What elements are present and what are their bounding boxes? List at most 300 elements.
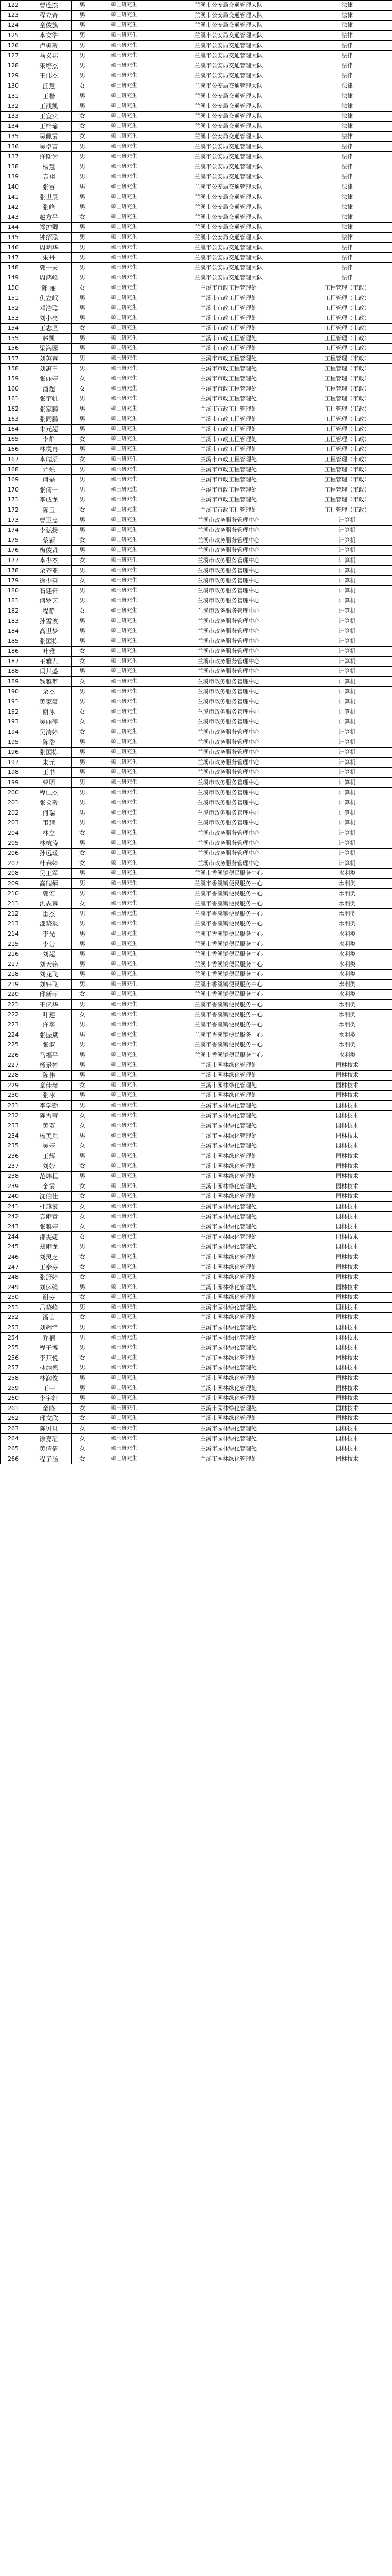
education-cell: 硕士研究生 — [93, 1192, 155, 1202]
position-cell: 工程管理（市政） — [302, 404, 392, 414]
candidate-name-cell: 郑护卿 — [26, 223, 72, 233]
table-row — [1, 1020, 392, 1030]
employer-cell: 兰溪市公安局交通管理大队 — [155, 1, 302, 11]
position-cell: 法律 — [302, 212, 392, 223]
table-row — [1, 878, 392, 889]
row-number-cell: 137 — [1, 151, 26, 162]
candidate-name-cell: 王宜宾 — [26, 111, 72, 122]
row-number-cell: 191 — [1, 697, 26, 707]
position-cell: 法律 — [302, 71, 392, 81]
candidate-name-cell: 赵方平 — [26, 212, 72, 223]
table-row — [1, 1232, 392, 1242]
table-row — [1, 909, 392, 919]
candidate-name-cell: 曹连杰 — [26, 1, 72, 11]
employer-cell: 兰溪市园林绿化管理处 — [155, 1444, 302, 1454]
table-row — [1, 50, 392, 61]
candidate-name-cell: 徐嘉瑶 — [26, 1434, 72, 1444]
candidate-name-cell: 吴清婷 — [26, 727, 72, 737]
education-cell: 硕士研究生 — [93, 434, 155, 445]
table-row — [1, 575, 392, 586]
employer-cell: 兰溪市园林绿化管理处 — [155, 1111, 302, 1121]
table-row — [1, 223, 392, 233]
position-cell: 工程管理（市政） — [302, 293, 392, 303]
employer-cell: 兰溪市公安局交通管理大队 — [155, 202, 302, 212]
candidate-name-cell: 朱元 — [26, 757, 72, 768]
employer-cell: 兰溪市香溪镇便民服务中心 — [155, 1030, 302, 1040]
table-row — [1, 636, 392, 647]
row-number-cell: 124 — [1, 21, 26, 31]
candidate-name-cell: 高瑞炳 — [26, 878, 72, 889]
education-cell: 硕士研究生 — [93, 757, 155, 768]
row-number-cell: 150 — [1, 283, 26, 293]
row-number-cell: 230 — [1, 1091, 26, 1101]
position-cell: 计算机 — [302, 546, 392, 556]
table-row — [1, 970, 392, 980]
position-cell: 园林技术 — [302, 1181, 392, 1192]
gender-cell: 男 — [72, 687, 93, 697]
position-cell: 工程管理（市政） — [302, 333, 392, 344]
table-row — [1, 30, 392, 41]
gender-cell: 男 — [72, 344, 93, 354]
table-row — [1, 505, 392, 515]
employer-cell: 兰溪市园林绿化管理处 — [155, 1343, 302, 1353]
candidate-name-cell: 张舒婷 — [26, 1272, 72, 1282]
employer-cell: 兰溪市市政工程管理处 — [155, 324, 302, 334]
table-row — [1, 252, 392, 263]
education-cell: 硕士研究生 — [93, 1030, 155, 1040]
table-row — [1, 1444, 392, 1454]
education-cell: 硕士研究生 — [93, 1131, 155, 1141]
candidate-name-cell: 刘天铭 — [26, 959, 72, 970]
education-cell: 硕士研究生 — [93, 162, 155, 172]
position-cell: 法律 — [302, 273, 392, 283]
employer-cell: 兰溪市园林绿化管理处 — [155, 1201, 302, 1212]
position-cell: 计算机 — [302, 515, 392, 526]
position-cell: 工程管理（市政） — [302, 344, 392, 354]
row-number-cell: 130 — [1, 81, 26, 91]
employer-cell: 兰溪市政务服务管理中心 — [155, 747, 302, 757]
gender-cell: 男 — [72, 333, 93, 344]
row-number-cell: 142 — [1, 202, 26, 212]
row-number-cell: 207 — [1, 858, 26, 869]
education-cell: 硕士研究生 — [93, 394, 155, 404]
education-cell: 硕士研究生 — [93, 1060, 155, 1071]
education-cell: 硕士研究生 — [93, 727, 155, 737]
candidate-name-cell: 石建轩 — [26, 586, 72, 596]
position-cell: 计算机 — [302, 858, 392, 869]
table-row — [1, 1212, 392, 1222]
employer-cell: 兰溪市园林绿化管理处 — [155, 1192, 302, 1202]
employer-cell: 兰溪市园林绿化管理处 — [155, 1423, 302, 1434]
employer-cell: 兰溪市政务服务管理中心 — [155, 858, 302, 869]
candidate-name-cell: 潘茵 — [26, 1313, 72, 1323]
row-number-cell: 246 — [1, 1252, 26, 1262]
education-cell: 硕士研究生 — [93, 1252, 155, 1262]
table-row — [1, 122, 392, 132]
employer-cell: 兰溪市香溪镇便民服务中心 — [155, 1020, 302, 1030]
table-row — [1, 172, 392, 182]
employer-cell: 兰溪市政务服务管理中心 — [155, 717, 302, 727]
position-cell: 园林技术 — [302, 1454, 392, 1464]
table-row — [1, 1050, 392, 1060]
employer-cell: 兰溪市市政工程管理处 — [155, 445, 302, 455]
row-number-cell: 244 — [1, 1232, 26, 1242]
education-cell: 硕士研究生 — [93, 131, 155, 142]
row-number-cell: 170 — [1, 485, 26, 495]
table-row — [1, 727, 392, 737]
employer-cell: 兰溪市市政工程管理处 — [155, 293, 302, 303]
table-row — [1, 81, 392, 91]
education-cell: 硕士研究生 — [93, 303, 155, 313]
position-cell: 园林技术 — [302, 1080, 392, 1091]
gender-cell: 男 — [72, 596, 93, 606]
row-number-cell: 228 — [1, 1070, 26, 1080]
table-row — [1, 151, 392, 162]
position-cell: 水利类 — [302, 929, 392, 939]
candidate-name-cell: 何磊 — [26, 474, 72, 485]
employer-cell: 兰溪市香溪镇便民服务中心 — [155, 970, 302, 980]
position-cell: 园林技术 — [302, 1222, 392, 1232]
education-cell: 硕士研究生 — [93, 1262, 155, 1273]
table-row — [1, 243, 392, 253]
position-cell: 计算机 — [302, 647, 392, 657]
table-row — [1, 41, 392, 51]
education-cell: 硕士研究生 — [93, 324, 155, 334]
employer-cell: 兰溪市市政工程管理处 — [155, 414, 302, 425]
education-cell: 硕士研究生 — [93, 61, 155, 71]
education-cell: 硕士研究生 — [93, 535, 155, 546]
gender-cell: 男 — [72, 889, 93, 899]
gender-cell: 男 — [72, 465, 93, 475]
gender-cell: 女 — [72, 1232, 93, 1242]
gender-cell: 男 — [72, 485, 93, 495]
position-cell: 工程管理（市政） — [302, 434, 392, 445]
row-number-cell: 126 — [1, 41, 26, 51]
candidate-name-cell: 叶雅 — [26, 647, 72, 657]
gender-cell: 女 — [72, 384, 93, 394]
table-row — [1, 979, 392, 990]
position-cell: 工程管理（市政） — [302, 283, 392, 293]
table-row — [1, 1343, 392, 1353]
education-cell: 硕士研究生 — [93, 445, 155, 455]
position-cell: 计算机 — [302, 667, 392, 677]
employer-cell: 兰溪市市政工程管理处 — [155, 333, 302, 344]
position-cell: 法律 — [302, 232, 392, 243]
position-cell: 园林技术 — [302, 1212, 392, 1222]
row-number-cell: 158 — [1, 364, 26, 374]
position-cell: 园林技术 — [302, 1192, 392, 1202]
position-cell: 工程管理（市政） — [302, 424, 392, 434]
position-cell: 园林技术 — [302, 1313, 392, 1323]
candidate-name-cell: 张国栋 — [26, 636, 72, 647]
gender-cell: 男 — [72, 949, 93, 959]
education-cell: 硕士研究生 — [93, 1091, 155, 1101]
candidate-name-cell: 李瑞瑶 — [26, 454, 72, 465]
education-cell: 硕士研究生 — [93, 808, 155, 818]
gender-cell: 男 — [72, 182, 93, 192]
employer-cell: 兰溪市市政工程管理处 — [155, 313, 302, 324]
candidate-name-cell: 马福平 — [26, 1050, 72, 1060]
gender-cell: 男 — [72, 1020, 93, 1030]
education-cell: 硕士研究生 — [93, 1141, 155, 1151]
candidate-name-cell: 林悦冉 — [26, 445, 72, 455]
education-cell: 硕士研究生 — [93, 313, 155, 324]
candidate-name-cell: 梁海园 — [26, 344, 72, 354]
gender-cell: 男 — [72, 303, 93, 313]
table-row — [1, 858, 392, 869]
row-number-cell: 215 — [1, 939, 26, 950]
row-number-cell: 254 — [1, 1333, 26, 1343]
position-cell: 园林技术 — [302, 1060, 392, 1071]
gender-cell: 女 — [72, 1252, 93, 1262]
table-row — [1, 1111, 392, 1121]
row-number-cell: 218 — [1, 970, 26, 980]
candidate-name-cell: 王宇 — [26, 1383, 72, 1394]
row-number-cell: 252 — [1, 1313, 26, 1323]
education-cell: 硕士研究生 — [93, 999, 155, 1010]
employer-cell: 兰溪市园林绿化管理处 — [155, 1171, 302, 1181]
candidate-name-cell: 邢文欣 — [26, 1414, 72, 1424]
employer-cell: 兰溪市政务服务管理中心 — [155, 838, 302, 849]
candidate-name-cell: 韦耀 — [26, 818, 72, 828]
education-cell: 硕士研究生 — [93, 566, 155, 576]
gender-cell: 女 — [72, 111, 93, 122]
table-row — [1, 949, 392, 959]
row-number-cell: 210 — [1, 889, 26, 899]
candidate-name-cell: 袁翔 — [26, 172, 72, 182]
education-cell: 硕士研究生 — [93, 636, 155, 647]
candidate-name-cell: 刘龙飞 — [26, 970, 72, 980]
employer-cell: 兰溪市园林绿化管理处 — [155, 1060, 302, 1071]
row-number-cell: 180 — [1, 586, 26, 596]
gender-cell: 女 — [72, 1444, 93, 1454]
candidate-name-cell: 谢冰 — [26, 707, 72, 717]
position-cell: 水利类 — [302, 990, 392, 1000]
education-cell: 硕士研究生 — [93, 959, 155, 970]
education-cell: 硕士研究生 — [93, 869, 155, 879]
education-cell: 硕士研究生 — [93, 1, 155, 11]
row-number-cell: 260 — [1, 1393, 26, 1403]
education-cell: 硕士研究生 — [93, 546, 155, 556]
education-cell: 硕士研究生 — [93, 1161, 155, 1172]
gender-cell: 男 — [72, 1373, 93, 1383]
table-row — [1, 384, 392, 394]
education-cell: 硕士研究生 — [93, 374, 155, 384]
education-cell: 硕士研究生 — [93, 626, 155, 636]
candidate-name-cell: 许斯为 — [26, 151, 72, 162]
employer-cell: 兰溪市公安局交通管理大队 — [155, 101, 302, 111]
row-number-cell: 157 — [1, 353, 26, 364]
row-number-cell: 226 — [1, 1050, 26, 1060]
candidate-name-cell: 邱新萍 — [26, 990, 72, 1000]
row-number-cell: 245 — [1, 1242, 26, 1252]
row-number-cell: 186 — [1, 647, 26, 657]
gender-cell: 男 — [72, 1282, 93, 1293]
education-cell: 硕士研究生 — [93, 1363, 155, 1374]
position-cell: 法律 — [302, 50, 392, 61]
position-cell: 水利类 — [302, 999, 392, 1010]
position-cell: 工程管理（市政） — [302, 324, 392, 334]
position-cell: 水利类 — [302, 1040, 392, 1050]
candidate-name-cell: 童晓 — [26, 1403, 72, 1414]
gender-cell: 男 — [72, 424, 93, 434]
education-cell: 硕士研究生 — [93, 1121, 155, 1131]
table-row — [1, 747, 392, 757]
row-number-cell: 140 — [1, 182, 26, 192]
candidate-name-cell: 陈玉 — [26, 505, 72, 515]
employer-cell: 兰溪市公安局交通管理大队 — [155, 162, 302, 172]
table-row — [1, 768, 392, 778]
table-row — [1, 1030, 392, 1040]
position-cell: 园林技术 — [302, 1414, 392, 1424]
education-cell: 硕士研究生 — [93, 465, 155, 475]
row-number-cell: 198 — [1, 768, 26, 778]
position-cell: 工程管理（市政） — [302, 384, 392, 394]
table-row — [1, 1293, 392, 1303]
gender-cell: 男 — [72, 172, 93, 182]
gender-cell: 女 — [72, 283, 93, 293]
row-number-cell: 147 — [1, 252, 26, 263]
row-number-cell: 172 — [1, 505, 26, 515]
gender-cell: 男 — [72, 474, 93, 485]
gender-cell: 男 — [72, 798, 93, 808]
employer-cell: 兰溪市香溪镇便民服务中心 — [155, 990, 302, 1000]
position-cell: 园林技术 — [302, 1070, 392, 1080]
candidate-name-cell: 王凯凯 — [26, 101, 72, 111]
table-row — [1, 838, 392, 849]
table-row — [1, 656, 392, 667]
row-number-cell: 196 — [1, 747, 26, 757]
employer-cell: 兰溪市园林绿化管理处 — [155, 1121, 302, 1131]
table-row — [1, 626, 392, 636]
gender-cell: 女 — [72, 1414, 93, 1424]
candidate-name-cell: 李成龙 — [26, 495, 72, 505]
education-cell: 硕士研究生 — [93, 10, 155, 21]
education-cell: 硕士研究生 — [93, 454, 155, 465]
table-row — [1, 828, 392, 838]
gender-cell: 男 — [72, 999, 93, 1010]
position-cell: 园林技术 — [302, 1343, 392, 1353]
gender-cell: 男 — [72, 697, 93, 707]
gender-cell: 男 — [72, 223, 93, 233]
employer-cell: 兰溪市市政工程管理处 — [155, 283, 302, 293]
gender-cell: 男 — [72, 525, 93, 535]
position-cell: 法律 — [302, 30, 392, 41]
gender-cell: 男 — [72, 939, 93, 950]
employer-cell: 兰溪市公安局交通管理大队 — [155, 172, 302, 182]
education-cell: 硕士研究生 — [93, 252, 155, 263]
candidate-name-cell: 陈贝贝 — [26, 1423, 72, 1434]
row-number-cell: 128 — [1, 61, 26, 71]
candidate-name-cell: 何罗艺 — [26, 596, 72, 606]
table-row — [1, 606, 392, 616]
education-cell: 硕士研究生 — [93, 1181, 155, 1192]
education-cell: 硕士研究生 — [93, 122, 155, 132]
education-cell: 硕士研究生 — [93, 1302, 155, 1313]
employer-cell: 兰溪市政务服务管理中心 — [155, 546, 302, 556]
row-number-cell: 216 — [1, 949, 26, 959]
candidate-name-cell: 李弘扬 — [26, 525, 72, 535]
table-row — [1, 283, 392, 293]
candidate-name-cell: 范炜程 — [26, 1171, 72, 1181]
gender-cell: 男 — [72, 959, 93, 970]
table-row — [1, 414, 392, 425]
education-cell: 硕士研究生 — [93, 616, 155, 626]
row-number-cell: 236 — [1, 1151, 26, 1161]
position-cell: 法律 — [302, 111, 392, 122]
table-row — [1, 495, 392, 505]
education-cell: 硕士研究生 — [93, 474, 155, 485]
position-cell: 计算机 — [302, 676, 392, 687]
table-row — [1, 445, 392, 455]
candidate-name-cell: 郑雨龙 — [26, 1242, 72, 1252]
gender-cell: 女 — [72, 1272, 93, 1282]
gender-cell: 女 — [72, 1080, 93, 1091]
row-number-cell: 187 — [1, 656, 26, 667]
table-row — [1, 999, 392, 1010]
employer-cell: 兰溪市香溪镇便民服务中心 — [155, 899, 302, 909]
education-cell: 硕士研究生 — [93, 838, 155, 849]
row-number-cell: 146 — [1, 243, 26, 253]
gender-cell: 男 — [72, 313, 93, 324]
table-row — [1, 162, 392, 172]
employer-cell: 兰溪市市政工程管理处 — [155, 424, 302, 434]
education-cell: 硕士研究生 — [93, 273, 155, 283]
employer-cell: 兰溪市政务服务管理中心 — [155, 737, 302, 748]
gender-cell: 女 — [72, 324, 93, 334]
education-cell: 硕士研究生 — [93, 30, 155, 41]
employer-cell: 兰溪市园林绿化管理处 — [155, 1363, 302, 1374]
education-cell: 硕士研究生 — [93, 101, 155, 111]
employer-cell: 兰溪市政务服务管理中心 — [155, 626, 302, 636]
employer-cell: 兰溪市园林绿化管理处 — [155, 1070, 302, 1080]
row-number-cell: 152 — [1, 303, 26, 313]
position-cell: 工程管理（市政） — [302, 445, 392, 455]
position-cell: 计算机 — [302, 626, 392, 636]
employer-cell: 兰溪市公安局交通管理大队 — [155, 71, 302, 81]
candidate-name-cell: 乔楠 — [26, 1333, 72, 1343]
row-number-cell: 181 — [1, 596, 26, 606]
education-cell: 硕士研究生 — [93, 1100, 155, 1111]
candidate-name-cell: 李少杰 — [26, 555, 72, 566]
candidate-name-cell: 谢芬 — [26, 1293, 72, 1303]
employer-cell: 兰溪市园林绿化管理处 — [155, 1454, 302, 1464]
employer-cell: 兰溪市市政工程管理处 — [155, 485, 302, 495]
gender-cell: 女 — [72, 1201, 93, 1212]
employer-cell: 兰溪市公安局交通管理大队 — [155, 122, 302, 132]
position-cell: 计算机 — [302, 798, 392, 808]
row-number-cell: 175 — [1, 535, 26, 546]
candidate-name-cell: 章佳薇 — [26, 1080, 72, 1091]
row-number-cell: 145 — [1, 232, 26, 243]
employer-cell: 兰溪市政务服务管理中心 — [155, 636, 302, 647]
employer-cell: 兰溪市政务服务管理中心 — [155, 757, 302, 768]
gender-cell: 女 — [72, 647, 93, 657]
candidate-name-cell: 刘英蓉 — [26, 353, 72, 364]
candidate-name-cell: 刘轩飞 — [26, 979, 72, 990]
employer-cell: 兰溪市香溪镇便民服务中心 — [155, 939, 302, 950]
position-cell: 工程管理（市政） — [302, 505, 392, 515]
employer-cell: 兰溪市园林绿化管理处 — [155, 1403, 302, 1414]
employer-cell: 兰溪市公安局交通管理大队 — [155, 10, 302, 21]
position-cell: 园林技术 — [302, 1242, 392, 1252]
candidate-name-cell: 程子博 — [26, 1343, 72, 1353]
employer-cell: 兰溪市园林绿化管理处 — [155, 1232, 302, 1242]
table-row — [1, 142, 392, 152]
position-cell: 计算机 — [302, 596, 392, 606]
gender-cell: 男 — [72, 353, 93, 364]
employer-cell: 兰溪市园林绿化管理处 — [155, 1333, 302, 1343]
